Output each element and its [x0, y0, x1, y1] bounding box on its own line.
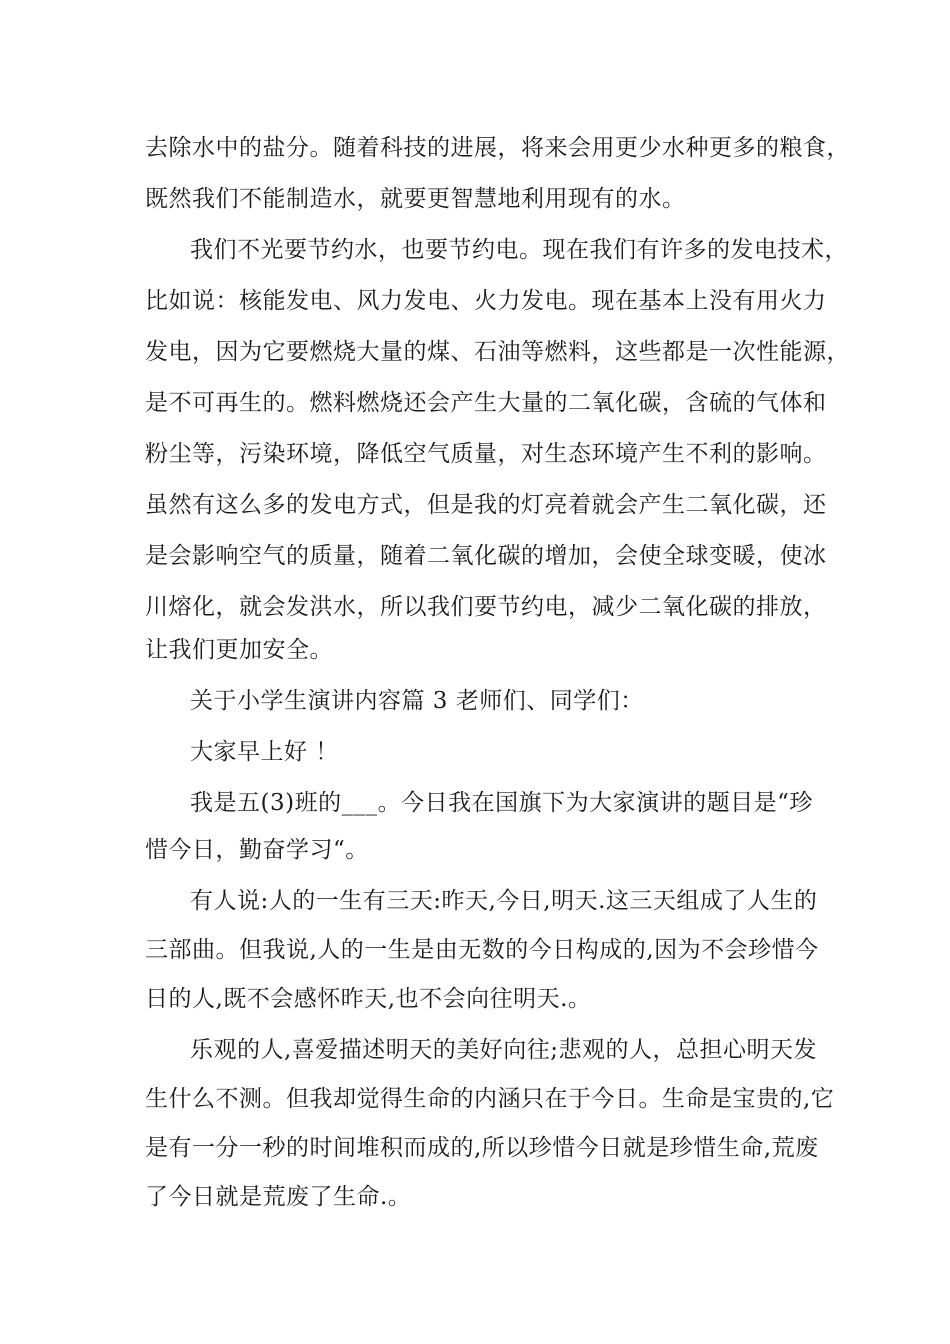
greeting-line: 大家早上好 ！ [190, 739, 339, 765]
text-line: 虽然有这么多的发电方式，但是我的灯亮着就会产生二氧化碳，还 [145, 492, 827, 518]
text-line: 发电，因为它要燃烧大量的煤、石油等燃料，这些都是一次性能源， [145, 339, 850, 365]
text-line: 了今日就是荒废了生命.。 [145, 1184, 412, 1210]
text-line: 去除水中的盐分。随着科技的进展，将来会用更少水种更多的粮食， [145, 135, 850, 161]
text-line: 是不可再生的。燃料燃烧还会产生大量的二氧化碳，含硫的气体和 [145, 390, 827, 416]
text-line: 让我们更加安全。 [145, 637, 333, 663]
paragraph-first-line: 我是五(3)班的___。今日我在国旗下为大家演讲的题目是“珍 [190, 790, 813, 816]
paragraph-first-line: 我们不光要节约水，也要节约电。现在我们有许多的发电技术， [190, 237, 848, 263]
text-line: 川熔化，就会发洪水，所以我们要节约电，减少二氧化碳的排放， [145, 594, 827, 620]
text-line: 比如说：核能发电、风力发电、火力发电。现在基本上没有用火力 [145, 288, 827, 314]
text-line: 既然我们不能制造水，就要更智慧地利用现有的水。 [145, 186, 686, 212]
paragraph-first-line: 乐观的人,喜爱描述明天的美好向往;悲观的人，总担心明天发 [190, 1037, 818, 1063]
text-line: 粉尘等，污染环境，降低空气质量，对生态环境产生不利的影响。 [145, 441, 827, 467]
paragraph-first-line: 有人说:人的一生有三天:昨天,今日,明天.这三天组成了人生的 [190, 888, 818, 914]
section-heading-line: 关于小学生演讲内容篇 3 老师们、同学们： [190, 688, 644, 714]
text-line: 惜今日，勤奋学习“。 [145, 837, 369, 863]
text-line: 三部曲。但我说,人的一生是由无数的今日构成的,因为不会珍惜今 [145, 937, 819, 963]
text-line: 生什么不测。但我却觉得生命的内涵只在于今日。生命是宝贵的,它 [145, 1086, 835, 1112]
text-line: 是有一分一秒的时间堆积而成的,所以珍惜今日就是珍惜生命,荒废 [145, 1135, 819, 1161]
text-line: 是会影响空气的质量，随着二氧化碳的增加，会使全球变暖，使冰 [145, 543, 827, 569]
text-line: 日的人,既不会感怀昨天,也不会向往明天.。 [145, 986, 592, 1012]
